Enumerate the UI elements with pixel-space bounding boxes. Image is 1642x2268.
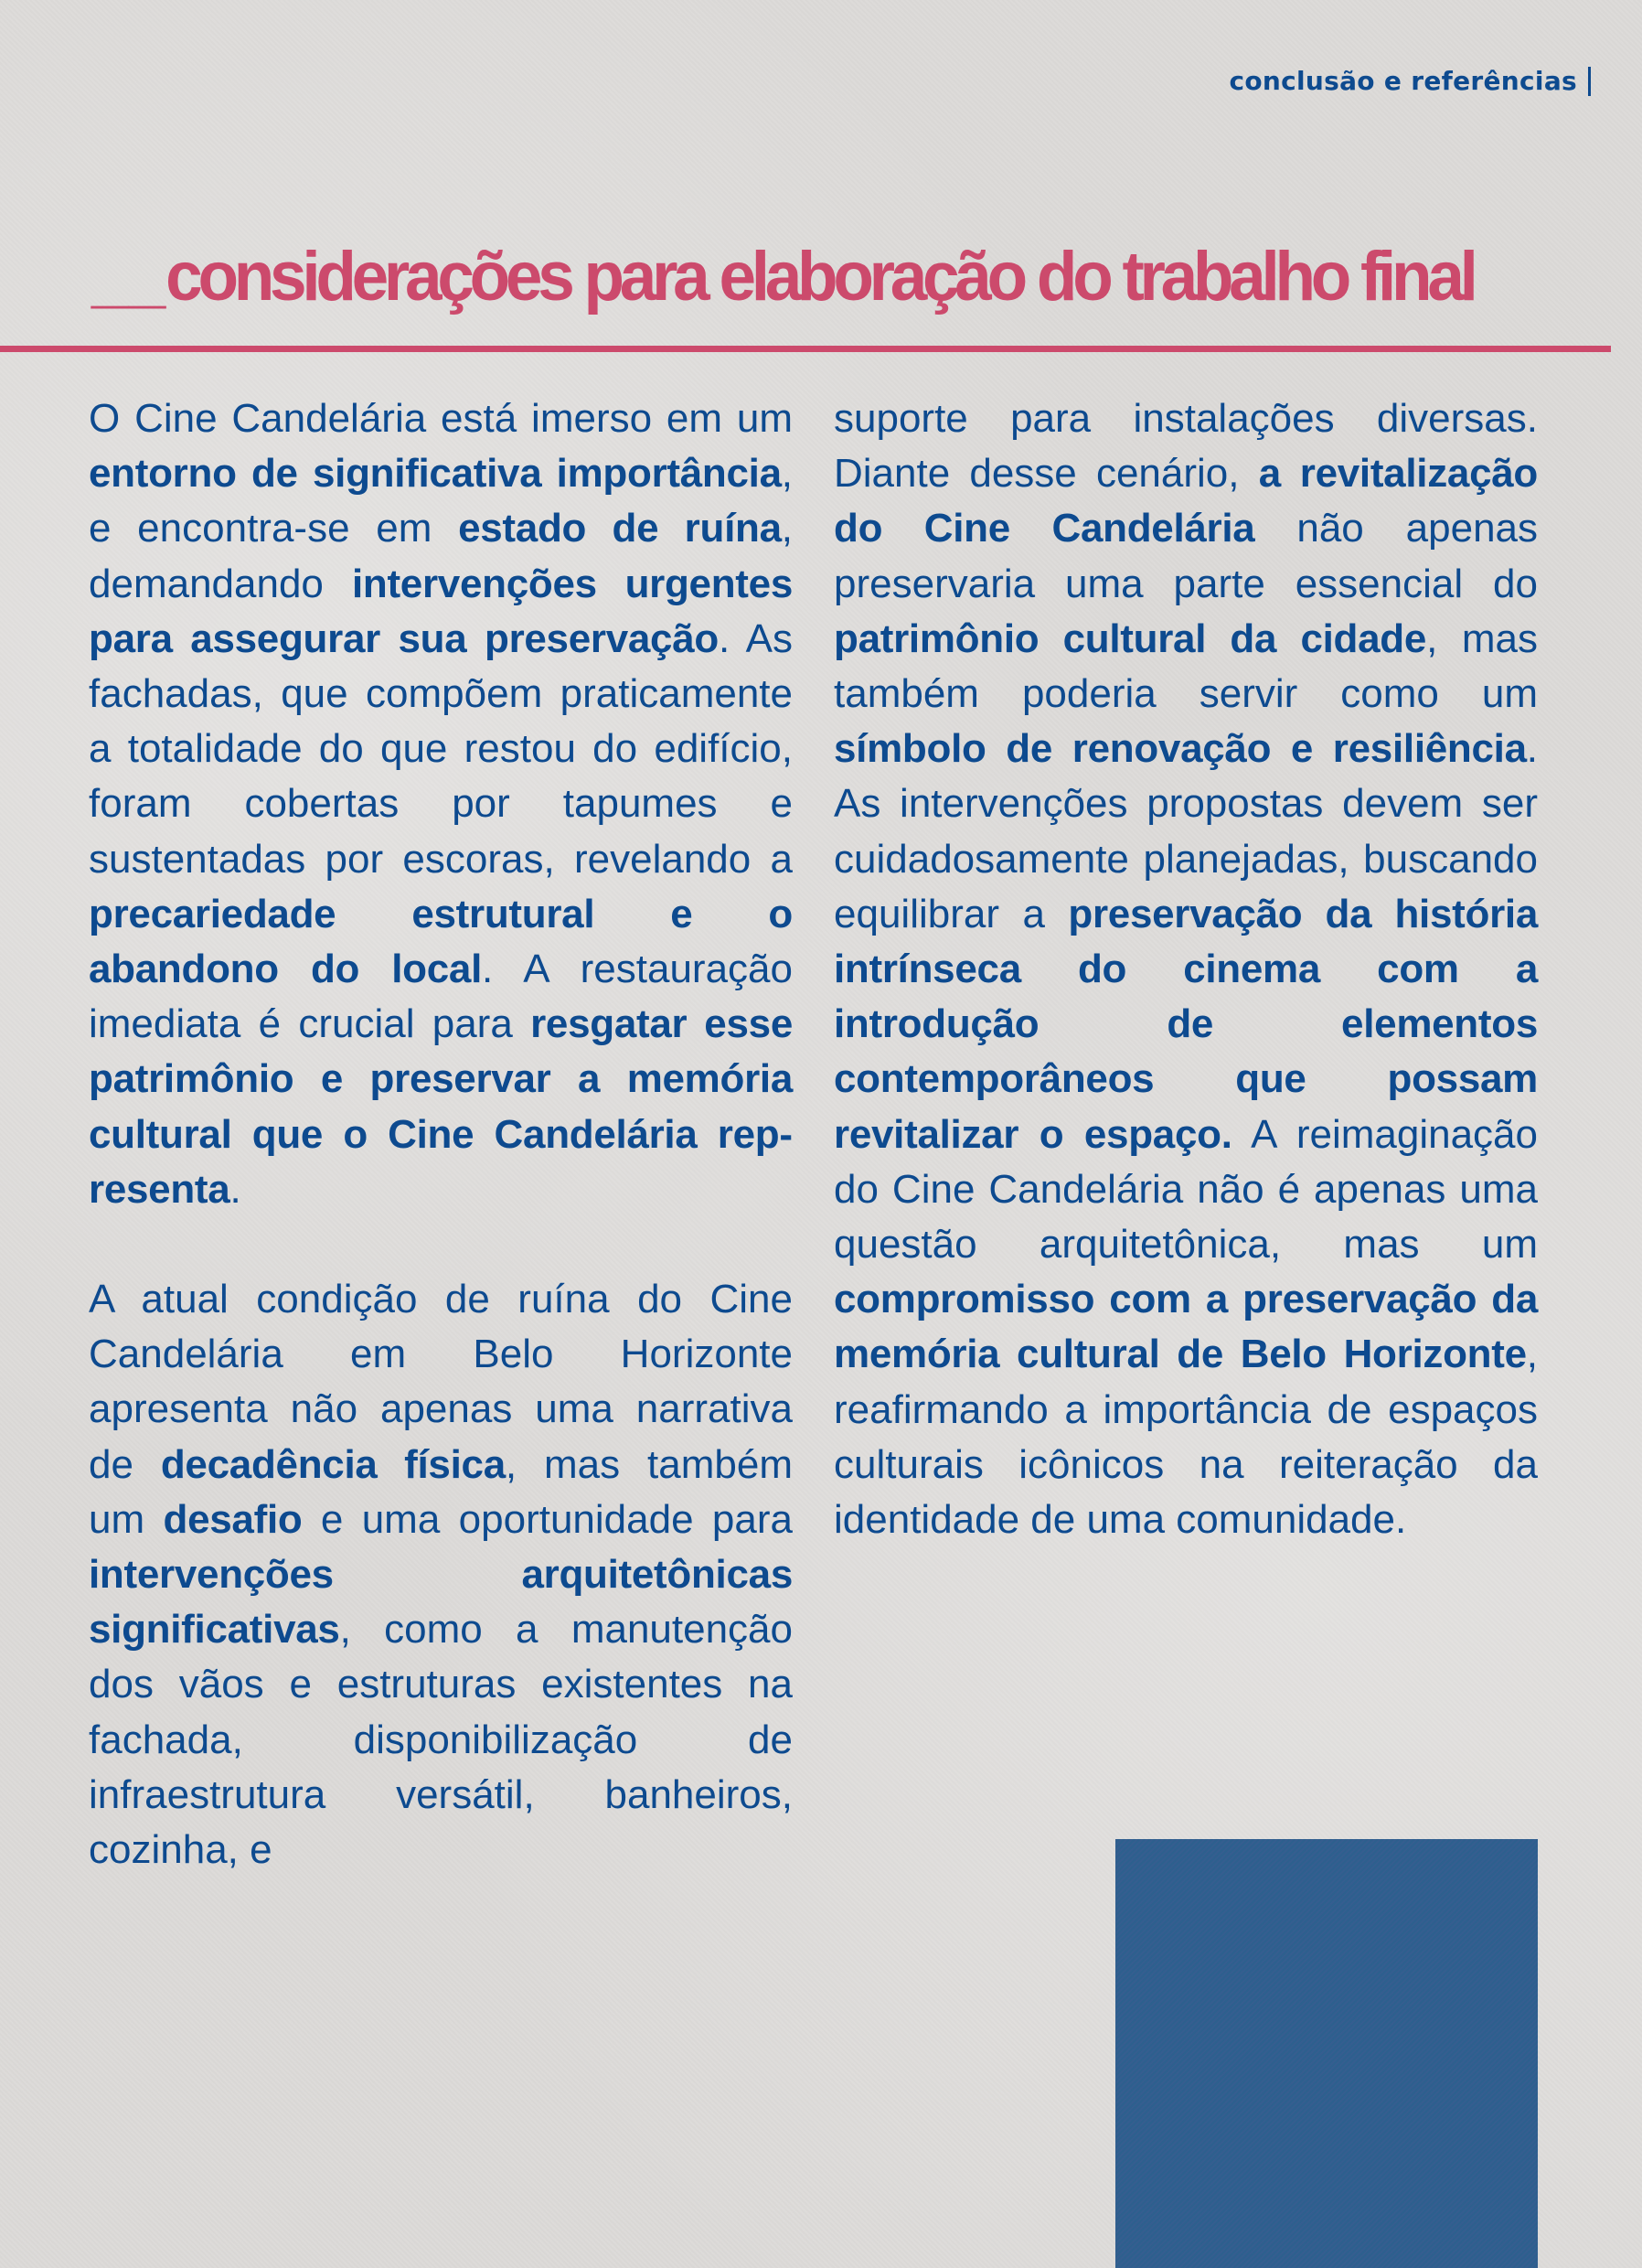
body-text: , reafirmando a importância de espaços culturais icônicos na reiteração da identidade de uma comunidade. <box>834 1332 1538 1543</box>
title-prefix: __ <box>91 238 166 316</box>
emphasis-text: precariedade estrutural e o abandono do local <box>89 891 793 992</box>
title-text: considerações para elaboração do trabalho final <box>165 238 1474 316</box>
emphasis-text: entorno de significativa importância <box>89 451 782 497</box>
body-text: A reimaginação do Cine Candelária não é apenas uma questão arquitetônica, mas um <box>834 1111 1538 1268</box>
section-label: conclusão e referências <box>1229 66 1577 96</box>
paragraph <box>89 1272 793 1878</box>
body-text: , e encontra-se em <box>89 451 793 551</box>
body-text: . <box>229 1166 241 1212</box>
text-column-right <box>834 391 1538 1547</box>
body-text: . As intervenções propostas devem ser cuidadosamente planejadas, buscando equilibrar a <box>834 726 1538 936</box>
decorative-blue-block <box>1115 1839 1538 2268</box>
emphasis-text: resgatar esse patrimônio e preservar a memória cultural que o Cine Candelária representa <box>89 1001 793 1212</box>
body-text: O Cine Candelária está imerso em um <box>89 396 793 441</box>
emphasis-text: patrimônio cultural da cidade <box>834 615 1427 661</box>
emphasis-text: desafio <box>163 1496 303 1542</box>
emphasis-text: decadência física <box>160 1441 506 1487</box>
emphasis-text: a revitalização do Cine Candelária <box>834 451 1538 551</box>
body-text: . As fachadas, que compõem praticamente a totalidade do que restou do edifício, foram cobertas por tapumes e sustentadas por escoras, revelando a <box>89 615 793 882</box>
body-text: , mas também poderia servir como um <box>834 615 1538 717</box>
body-text: , mas também um <box>89 1441 793 1542</box>
paragraph <box>834 391 1538 1547</box>
body-text: , como a manutenção dos vãos e estruturas existentes na fachada, disponibilização de infraestrutura versátil, banheiros, cozinha, e <box>89 1607 793 1873</box>
body-text: A atual condição de ruína do Cine Candelária em Belo Horizonte apresenta não apenas uma narrativa de <box>89 1277 793 1487</box>
emphasis-text: símbolo de renovação e resiliência <box>834 726 1527 772</box>
paragraph <box>89 391 793 1217</box>
body-text: . A restauração imediata é crucial para <box>89 947 793 1047</box>
text-column-left <box>89 391 793 1878</box>
header-divider <box>1588 67 1591 96</box>
body-text: e uma oportunidade para <box>302 1496 793 1542</box>
body-text: suporte para instalações diversas. Diante desse cenário, <box>834 396 1538 497</box>
emphasis-text: estado de ruína <box>458 506 782 551</box>
emphasis-text: intervenções arquitetônicas significativas <box>89 1552 793 1653</box>
body-text: não apenas preservaria uma parte essencial do <box>834 506 1539 606</box>
running-header <box>1229 66 1591 96</box>
title-rule <box>0 346 1611 352</box>
emphasis-text: preservação da história intrínseca do cinema com a introdução de elementos contemporâneos que possam revitalizar o espaço. <box>834 891 1538 1157</box>
body-text: , demandando <box>89 506 793 606</box>
page-title <box>91 236 1552 318</box>
emphasis-text: intervenções urgentes para assegurar sua preservação <box>89 561 793 661</box>
emphasis-text: compromisso com a preservação da memória cultural de Belo Horizonte <box>834 1277 1538 1377</box>
